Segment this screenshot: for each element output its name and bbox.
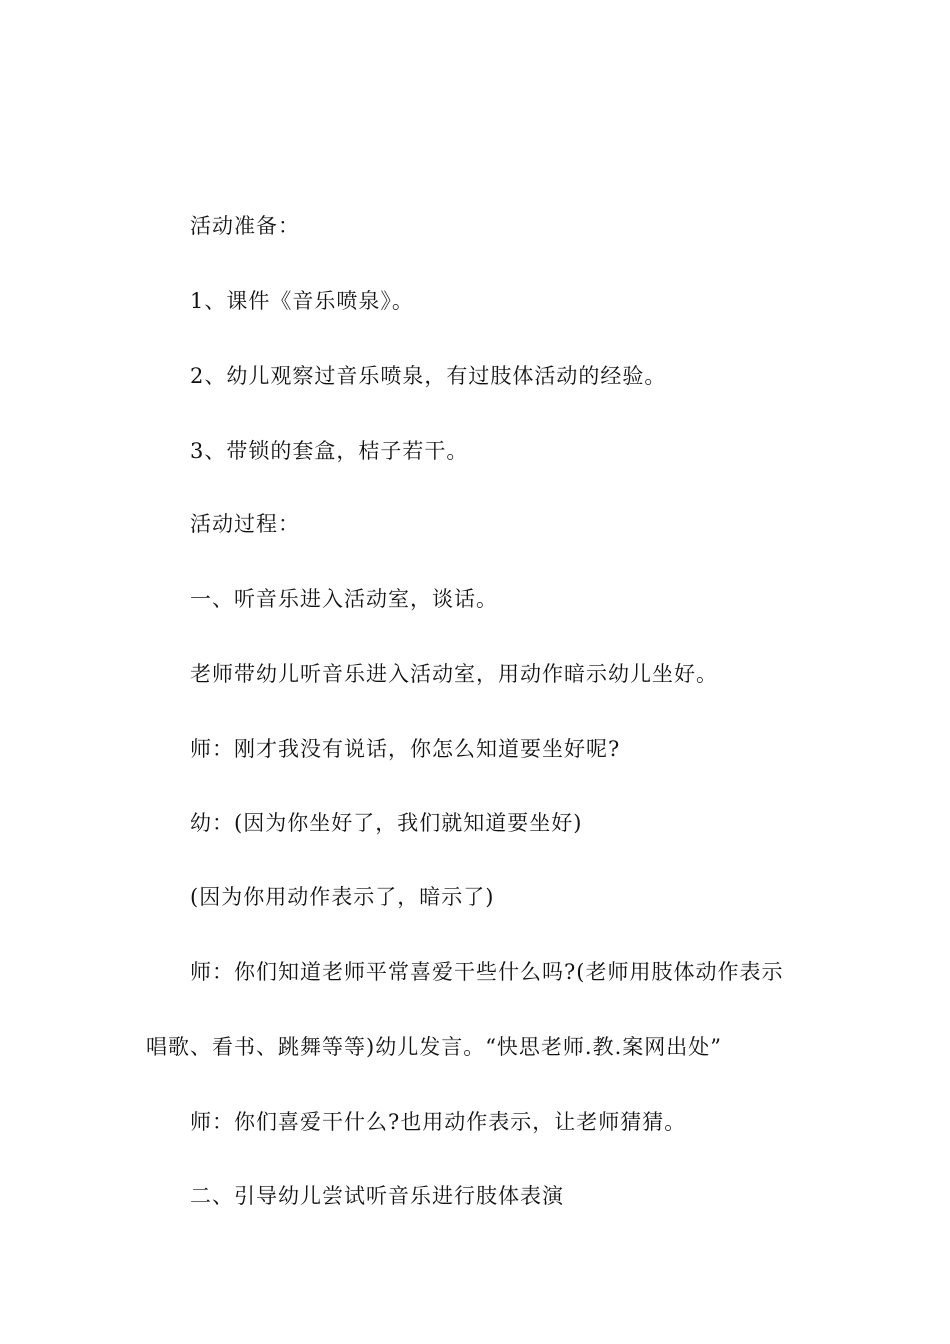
section-heading: 二、引导幼儿尝试听音乐进行肢体表演 bbox=[190, 1184, 564, 1208]
paragraph: 师：你们知道老师平常喜爱干些什么吗?(老师用肢体动作表示 bbox=[190, 960, 784, 984]
paragraph: 师：刚才我没有说话，你怎么知道要坐好呢? bbox=[190, 737, 621, 761]
paragraph: 幼：(因为你坐好了，我们就知道要坐好) bbox=[190, 811, 583, 835]
section-heading-preparation: 活动准备： bbox=[190, 214, 300, 238]
paragraph: 老师带幼儿听音乐进入活动室，用动作暗示幼儿坐好。 bbox=[190, 662, 718, 686]
paragraph: 3、带锁的套盒，桔子若干。 bbox=[190, 439, 469, 463]
paragraph: 一、听音乐进入活动室，谈话。 bbox=[190, 587, 498, 611]
paragraph: 1、课件《音乐喷泉》。 bbox=[190, 289, 414, 313]
paragraph: 师：你们喜爱干什么?也用动作表示，让老师猜猜。 bbox=[190, 1110, 687, 1134]
paragraph: (因为你用动作表示了，暗示了) bbox=[190, 885, 495, 909]
paragraph-continuation: 唱歌、看书、跳舞等等)幼儿发言。“快思老师.教.案网出处” bbox=[146, 1035, 723, 1059]
section-heading-process: 活动过程： bbox=[190, 512, 300, 536]
paragraph: 2、幼儿观察过音乐喷泉，有过肢体活动的经验。 bbox=[190, 364, 667, 388]
